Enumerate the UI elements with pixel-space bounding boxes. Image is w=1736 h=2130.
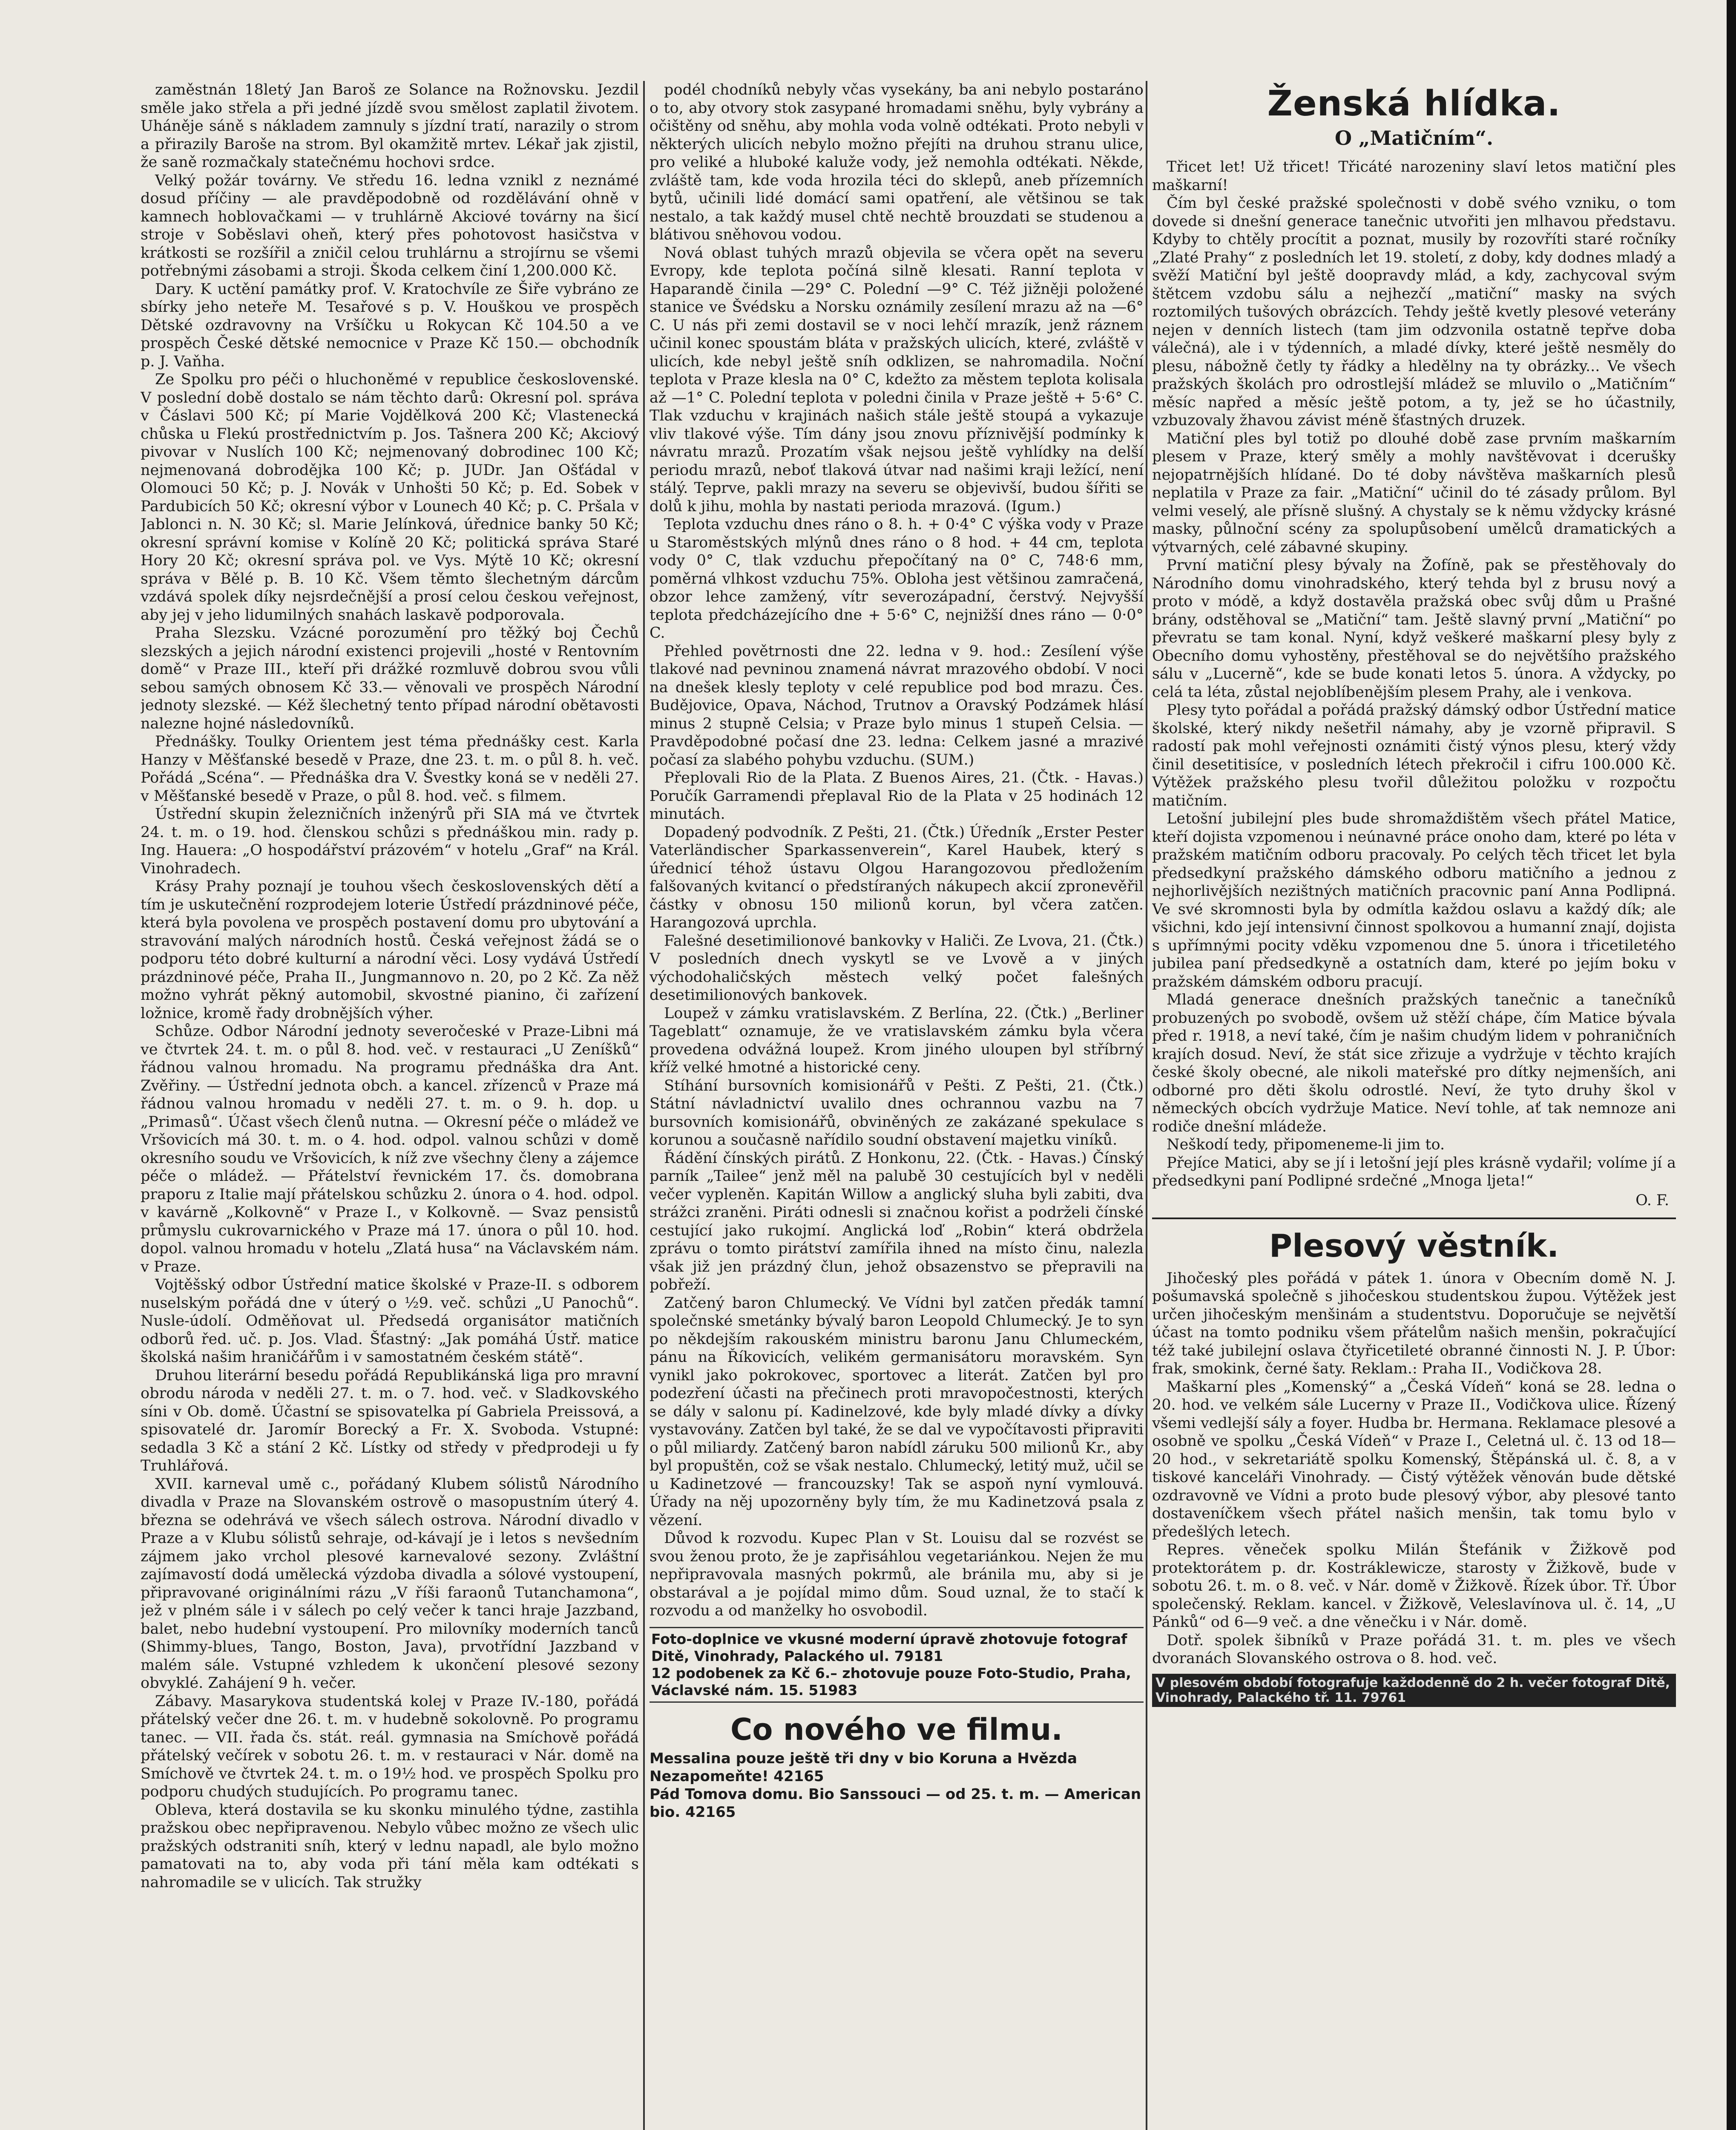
news-paragraph: Dary. K uctění památky prof. V. Kratochvíle ze Šiře vybráno ze sbírky jeho neteře M. Tesařové s p. V. Houškou ve prospěch Dětské ozdravovny na Vršíčku u Rokycan Kč 104.50 a ve prospěch České dětské nemocnice v Praze Kč 150.— obchodník p. J. Vaňha. <box>141 280 639 370</box>
news-paragraph: Falešné desetimilionové bankovky v Haliči. Ze Lvova, 21. (Čtk.) V posledních dnech vyskytl se ve Lvově a v jiných východohaličských městech velký počet falešných desetimilionových bankovek. <box>650 932 1144 1004</box>
news-paragraph: Zábavy. Masarykova studentská kolej v Praze IV.-180, pořádá přátelský večer dne 26. t. m. v hudebně sokolovně. Po programu tanec. — VII. řada čs. stát. reál. gymnasia na Smíchově pořádá přátelský večírek v sobotu 26. t. m. v restauraci v Nár. domě na Smíchově ve čtvrtek 24. t. m. o 19½ hod. ve prospěch Spolku pro podporu chudých studujících. Po programu tanec. <box>141 1692 639 1800</box>
news-paragraph: Ústřední skupin železničních inženýrů při SIA má ve čtvrtek 24. t. m. o 19. hod. členskou schůzi s přednáškou min. rady p. Ing. Hauera: „O hospodářství prázovém“ v hotelu „Graf“ na Král. Vinohradech. <box>141 806 639 877</box>
ball-notice: Repres. věneček spolku Milán Štefánik v Žižkově pod protektorátem p. dr. Kostráklewicze, starosty v Žižkově, bude v sobotu 26. t. m. o 8. več. v Nár. domě v Žižkově. Řízek úbor. Tř. Úbor společenský. Reklam. kancel. v Žižkově, Veleslavínova ul. č. 14, „U Pánků“ od 6—9 več. a dne věnečku i v Nár. domě. <box>1152 1541 1676 1631</box>
article-paragraph: Matiční ples byl totiž po dlouhé době zase prvním maškarním plesem v Praze, který směly a mohly navštěvovat i dcerušky nejopatrnějších hlídané. Do té doby návštěva maškarních plesů neplatila v Praze za fair. „Matiční“ učinil do té zásady průlom. Byl velmi veselý, ale přísně slušný. A chystaly se k němu vždycky krásné masky, půlnoční scény za spolupůsobení umělců dramatických a výtvarných, celé zábavné skupiny. <box>1152 430 1676 556</box>
article-paragraph: Přejíce Matici, aby se jí i letošní její ples krásně vydařil; volíme jí a předsedkyni paní Podlipné srdečné „Mnoga ljeta!“ <box>1152 1154 1676 1189</box>
section-title: Plesový věstník. <box>1269 1227 1559 1264</box>
article-paragraph: První matiční plesy bývaly na Žofíně, pak se přestěhovaly do Národního domu vinohradského, který tehda byl z brusu nový a proto v módě, a když dostavěla pražská obec svůj dům u Prašné brány, odstěhoval se „Matiční“ tam. Ještě slavný první „Matiční“ po převratu se tam konal. Nyní, když veškeré maškarní plesy byly z Obecního domu vyhostěny, přestěhoval se do největšího pražského sálu v „Lucerně“, kde se bude konati letos 5. února. A vždycky, po celá ta léta, zůstal nejoblíbenějším plesem Prahy, ale i venkova. <box>1152 557 1676 701</box>
scan-edge <box>1727 0 1736 2130</box>
photo-advertisement <box>650 1627 1144 1703</box>
article-paragraph: Neškodí tedy, připomeneme-li jim to. <box>1167 1136 1445 1153</box>
news-paragraph: Dopadený podvodník. Z Pešti, 21. (Čtk.) Úředník „Erster Pester Vaterländischer Sparkassenverein“, Karel Haubek, který s úřednicí téhož ústavu Olgou Harangozovou předložením falšovaných kvitancí o předstíraných nákupech akcií zpronevěřil částky v obnosu 150 milionů korun, byl včera zatčen. Harangozová uprchla. <box>650 823 1144 931</box>
article-paragraph: Třicet let! Už třicet! Třicáté narozeniny slaví letos matiční ples maškarní! <box>1152 158 1676 194</box>
column-rule <box>643 81 645 2130</box>
column-1 <box>141 81 639 2130</box>
news-paragraph: Ze Spolku pro péči o hluchoněmé v republice československé. V poslední době dostalo se nám těchto darů: Okresní pol. správa v Čáslavi 500 Kč; pí Marie Vojdělková 200 Kč; Vlastenecká chůska u Flekú prostřednictvím p. Jos. Tašnera 200 Kč; Akciový pivovar v Nuslích 100 Kč; nejmenovaný dobrodinec 100 Kč; nejmenovaná dobrodějka 100 Kč; p. JUDr. Jan Ošťádal v Olomouci 50 Kč; p. J. Novák v Unhošti 50 Kč; p. Ed. Sobek v Pardubicích 50 Kč; okresní výbor v Lounech 40 Kč; p. C. Pršala v Jablonci n. N. 30 Kč; sl. Marie Jelínková, úřednice banky 50 Kč; okresní správní komise v Kolíně 20 Kč; politická správa Staré Hory 20 Kč; okresní správa pol. ve Vys. Mýtě 10 Kč; okresní správa v Bělé p. B. 10 Kč. Všem těmto šlechetným dárcům vzdává spolek díky nejsrdečnější a prosí celou českou veřejnost, aby jej v jeho lidumilných snahách laskavě podporovala. <box>141 371 639 624</box>
news-paragraph: Řádění čínských pirátů. Z Honkonu, 22. (Čtk. - Havas.) Čínský parník „Tailee“ jenž měl na palubě 30 cestujících byl v neděli večer vypleněn. Kapitán Willow a anglický sluha byli zabiti, dva strážci zraněni. Piráti odnesli si značnou kořist a podrželi čínské cestující jako rukojmí. Anglická loď „Robin“ která obdržela zprávu o tomto pirátství zamířila ihned na místo činu, nalezla však již jen prázdný člun, jehož obsazenstvo se přepravili na pobřeží. <box>650 1149 1144 1293</box>
news-paragraph: Obleva, která dostavila se ku skonku minulého týdne, zastihla pražskou obec nepřipravenou. Nebylo vůbec možno ze všech ulic pražských odstraniti sníh, který v lednu napadl, ale bylo možno pamatovati na to, aby voda při tání měla kam odtékati s nahromadile se v ulicích. Tak stružky <box>141 1801 639 1891</box>
news-paragraph: Praha Slezsku. Vzácné porozumění pro těžký boj Čechů slezských a jejich národní existenci projevili „hosté v Rentovním domě“ v Praze III., kteří při drážké rozmluvě dobrou svou vůli sebou samých obnosem Kč 33.— věnovali ve prospěch Národní jednoty slezské. — Kéž šlechetný tento případ národní obětavosti nalezne hojné následovníků. <box>141 625 639 732</box>
news-paragraph: Důvod k rozvodu. Kupec Plan v St. Louisu dal se rozvést se svou ženou proto, že je zapřisáhlou vegetariánkou. Nejen že mu nepřipravovala masných pokrmů, ale bránila mu, aby si je obstarával a je pojídal mimo dům. Soud uznal, že to stačí k rozvodu a od manželky ho osvobodil. <box>650 1530 1144 1619</box>
news-paragraph: Loupež v zámku vratislavském. Z Berlína, 22. (Čtk.) „Berliner Tageblatt“ oznamuje, že ve vratislavském zámku byla včera provedena odvážná loupež. Krom jiného uloupen byl stříbrný kříž velké hmotné a historické ceny. <box>650 1005 1144 1076</box>
news-paragraph: Schůze. Odbor Národní jednoty severočeské v Praze-Libni má ve čtvrtek 24. t. m. o půl 8. hod. več. v restauraci „U Zeníšků“ řádnou valnou hromadu. Na programu přednáška dra Ant. Zvěřiny. — Ústřední jednota obch. a kancel. zřízenců v Praze má řádnou valnou hromadu v neděli 27. t. m. o 9. h. dop. u „Primasů“. Účast všech členů nutna. — Okresní péče o mládež ve Vršovicích má 30. t. m. o 4. hod. odpol. valnou schůzi v domě okresního soudu ve Vršovicích, k níž zve všechny členy a zájemce péče o mládež. — Přátelství řevnickém 17. čs. domobrana praporu z Italie mají přátelskou schůzku 2. února o 4. hod. odpol. v kavárně „Kolkovně“ v Praze I., v Kolkovně. — Svaz pensistů průmyslu cukrovarnického v Praze má 17. února o půl 10. hod. dopol. valnou hromadu v hotelu „Zlatá husa“ na Václavském nám. v Praze. <box>141 1023 639 1275</box>
news-paragraph: Stíhání bursovních komisionářů v Pešti. Z Pešti, 21. (Čtk.) Státní návladnictví uvalilo dnes ochrannou vazbu na 7 bursovních komisionářů, obviněných ze zakázané spekulace s korunou a současně nařídilo soudní obstavení majetku viníků. <box>650 1077 1144 1148</box>
ball-notice: Maškarní ples „Komenský“ a „Česká Vídeň“ koná se 28. ledna o 20. hod. ve velkém sále Lucerny v Praze II., Vodičkova ulice. Řízený všemi vedlejší sály a foyer. Hudba br. Hermana. Reklamace plesové a osobně ve spolku „Česká Vídeň“ v Praze I., Celetná ul. č. 13 od 18—20 hod., v sekretariátě spolku Komenský, Štěpánská ul. č. 8, a v tiskové kanceláři Vinohrady. — Čistý výtěžek věnován bude dětské ozdravovně ve Vídni a proto bude plesový výbor, aby plesové tanto dostaveníčkem všech přátel našich menšin, tak tomu bylo v předešlých letech. <box>1152 1378 1676 1540</box>
news-paragraph: zaměstnán 18letý Jan Baroš ze Solance na Rožnovsku. Jezdil směle jako střela a při jedné jízdě svou smělost zaplatil životem. Uháněje sáně s nákladem zamnuly s jízdní tratí, narazily o strom a přirazily Baroše na strom. Byl okamžitě mrtev. Lékař jak zjistil, že saně rozmačkaly statečnému hochovi srdce. <box>141 81 639 171</box>
column-rule <box>1146 81 1147 2130</box>
article-paragraph: Mladá generace dnešních pražských tanečnic a tanečníků probuzených po svobodě, ovšem už stěží chápe, čím Matice bývala před r. 1918, a neví také, čím je našim chudým lidem v pohraničních krajích dosud. Neví, že stát sice zřizuje a vydržuje v těchto krajích české školy obecné, ale nikoli mateřské pro dítky nejmenších, ani odborné pro děti školu odrostlé. Neví, že tyto druhy škol v německých obcích vydržuje Matice. Neví tohle, ať tak nemnoze ani rodiče dnešní mládeže. <box>1152 991 1676 1135</box>
article-subtitle: O „Matičním“. <box>1334 127 1494 150</box>
news-paragraph: Vojtěšský odbor Ústřední matice školské v Praze-II. s odborem nuselským pořádá dne v úterý o ½9. več. schůzi „U Panochů“. Nusle-údolí. Odměňovat ul. Předsedá organisátor matičních odborů řed. uč. p. Jos. Vlad. Šťastný: „Jak pomáhá Ústř. matice školská našim hraničářům i v samostatném českém státě“. <box>141 1276 639 1366</box>
film-listing: Messalina pouze ještě tři dny v bio Koruna a Hvězda Nezapomeňte! 42165 <box>650 1750 1078 1785</box>
news-paragraph: Druhou literární besedu pořádá Republikánská liga pro mravní obrodu národa v neděli 27. t. m. o 7. hod. več. v Sladkovského síni v Ob. domě. Účastní se spisovatelka pí Gabriela Preissová, a spisovatelé dr. Jaromír Borecký a Fr. X. Svoboda. Vstupné: sedadla 3 Kč a stání 2 Kč. Lístky od středy v předprodeji u fy Truhlářová. <box>141 1367 639 1474</box>
ad-text: Foto-doplnice ve vkusné moderní úpravě zhotovuje fotograf Ditě, Vinohrady, Palackého ul. 79181 <box>651 1630 1127 1664</box>
column-2 <box>650 81 1144 2130</box>
film-listing: Pád Tomova domu. Bio Sanssouci — od 25. t. m. — American bio. 42165 <box>650 1785 1141 1821</box>
news-paragraph: Zatčený baron Chlumecký. Ve Vídni byl zatčen předák tamní společnské smetánky bývalý baron Leopold Chlumecký. Je to syn po někdejším rakouském ministru baronu Janu Chlumeckém, pánu na Říkovicích, velikém germanisátoru moravském. Syn vynikl jako pokrokovec, sportovec a literát. Zatčen byl pro podezření účasti na přečinech proti mravopočestnosti, kterých se dály v salonu pí. Kadinelzové, kde byly mladé dívky a dívky vystavovány. Zatčen byl také, že se dal ve vypočítavosti připraviti o půl miliardy. Zatčený baron nabídl záruku 500 milionů Kr., aby byl propuštěn, což se však nestalo. Chlumecký, letitý muž, učil se u Kadinetzové — francouzsky! Tak se aspoň nyní vymlouvá. Úřady na něj upozorněny byly tím, že mu Kadinetzová psala z vězení. <box>650 1294 1144 1529</box>
article-paragraph: Čím byl české pražské společnosti v době svého vzniku, o tom dovede si dnešní generace tanečnic utvořiti jen mlhavou představu. Kdyby to chtěly procítit a poznat, musily by rozovříti staré ročníky „Zlaté Prahy“ z posledních let 19. století, z doby, kdy dodnes mladý a svěží Matiční byl ještě doopravdy mlád, a kdy, zachycoval svým štětcem vzdobu sálu a nejhezčí „matiční“ masky na svých roztomilých tušových obrázcích. Tehdy ještě kvetly plesové veterány nejen v denních listech (tam jim odzvonila ostatně tepřve doba válečná), ale i v týdenních, a mladé dívky, které ještě nesměly do plesu, nábožně četly ty řádky a hledělny na ty obrázky... Ve všech pražských školách pro odrostlejší mládež se mluvilo o „Matičním“ měsíc napřed a měsíc ještě potom, a ty, jež se ho účastnily, vzbuzovaly žhavou závist méně šťastných druzek. <box>1152 195 1676 429</box>
news-paragraph: Přeplovali Rio de la Plata. Z Buenos Aires, 21. (Čtk. - Havas.) Poručík Garramendi přeplaval Rio de la Plata v 25 hodinách 12 minutách. <box>650 769 1144 823</box>
news-paragraph: Krásy Prahy poznají je touhou všech československých dětí a tím je uskutečnění rozprodejem loterie Ústředí prázdninové péče, která byla povolena ve prospěch postavení domu pro ubytování a stravování malých národních hostů. Česká veřejnost žádá se o podporu této dobré kulturní a národní věci. Losy vydává Ústředí prázdninové péče, Praha II., Jungmannovo n. 20, po 2 Kč. Za něž možno vyhrát pěkný automobil, skvostné pianino, či zařízení ložnice, kromě řady drobnějších výher. <box>141 878 639 1022</box>
ad-text: 12 podobenek za Kč 6.– zhotovuje pouze Foto-Studio, Praha, Václavské nám. 15. 51983 <box>651 1664 1131 1698</box>
news-paragraph: Přehled povětrnosti dne 22. ledna v 9. hod.: Zesílení výše tlakové nad pevninou znamená návrat mrazového období. V noci na dnešek klesly teploty v celé republice pod bod mrazu. Čes. Budějovice, Opava, Náchod, Trutnov a Oravský Podzámek hlásí minus 2 stupně Celsia; v Praze bylo minus 1 stupeň Celsia. — Pravděpodobné počasí dne 23. ledna: Celkem jasné a mrazivé počasí za slabého pohybu vzduchu. (SUM.) <box>650 642 1144 769</box>
article-paragraph: Plesy tyto pořádal a pořádá pražský dámský odbor Ústřední matice školské, který nikdy nešetřil námahy, aby je vzorně připravil. S radostí pak mohl veřejnosti oznámiti čistý výnos plesu, který vždy činil desetitisíce, v posledních létech překročil i cifru 100.000 Kč. Výtěžek pražského plesu tvořil důležitou položku v rozpočtu matičním. <box>1152 702 1676 809</box>
article-paragraph: Letošní jubilejní ples bude shromaždištěm všech přátel Matice, kteří dojista vzpomenou i neúnavné práce onoho dam, které po léta v pražském matičním odboru pracovaly. Po celých těch třicet let byla předsedkyní pražského dámského odboru matičního a jednou z nejhorlivějších nezištných matičních pracovnic paní Anna Podlipná. Ve své skromnosti byla by odmítla každou oslavu a každý dík; ale všichni, kdo její intensivní činnost spolkovou a humanní znají, dojista s upřímnými pocity vděku vzpomenou dne 5. února i třicetiletého jubilea paní předsedkyně a ostatních dam, které po jejím boku v pražském dámském odboru pracují. <box>1152 810 1676 990</box>
news-paragraph: Nová oblast tuhých mrazů objevila se včera opět na severu Evropy, kde teplota počíná silně klesati. Ranní teplota v Haparandě činila —29° C. Polední —9° C. Též jižněji položené stanice ve Švédsku a Norsku oznámily zesílení mrazu až na —6° C. U nás při zemi dostavil se v noci lehčí mrazík, jenž ráznem učinil konec spoustám bláta v pražských ulicích, které, zvláště v ulicích, kde nebyl ještě sníh odklizen, se nahromadila. Noční teplota v Praze klesla na 0° C, kdežto za městem teplota kolisala až —1° C. Polední teplota v poledni činila v Praze ještě + 5·6° C. Tlak vzduchu v krajinách našich stále ještě stoupá a vykazuje vliv tlakové výše. Tím dány jsou znovu příznivější podmínky k návratu mrazů. Prozatím však nejsou ještě vyhlídky na delší periodu mrazů, neboť tlaková útvar nad našimi kraji ležící, není stálý. Teprve, pakli mrazy na severu se objevivší, budou šířiti se dolů k jihu, mohla by nastati perioda mrazová. (Igum.) <box>650 244 1144 515</box>
news-paragraph: podél chodníků nebyly včas vysekány, ba ani nebylo postaráno o to, aby otvory stok zasypané hromadami sněhu, byly vybrány a očištěny od sněhu, aby mohla voda volně odtékati. Proto nebyli v některých ulicích nebylo možno přejíti na druhou stranu ulice, pro veliké a hluboké kaluže vody, jež nemohla odtékati. Někde, zvláště tam, kde voda hrozila téci do sklepů, aneb přízemních bytů, učinili lidé domácí sami opatření, ale většinou se tak nestalo, a tak každý musel chtě nechtě brouzdati se studenou a blátivou sněhovou vodou. <box>650 81 1144 243</box>
ball-notice: Dotř. spolek šibníků v Praze pořádá 31. t. m. ples ve všech dvoranách Slovanského ostrova o 8. hod. več. <box>1152 1632 1676 1667</box>
ball-notice: Jihočeský ples pořádá v pátek 1. února v Obecním domě N. J. pošumavská společně s jihočeskou studentskou župou. Výtěžek jest určen jihočeským menšinám a studentstvu. Doporučuje se největší účast na tomto podniku všem přátelům našich menšin, pokračující též také jubilejní oslava čtyřicetileté obranné činnosti N. J. P. Úbor: frak, smokink, černé šaty. Reklam.: Praha II., Vodičkova 28. <box>1152 1269 1676 1377</box>
column-3 <box>1152 81 1676 2130</box>
author-signature: O. F. <box>1635 1192 1669 1209</box>
film-section-heading: Co nového ve filmu. <box>730 1712 1063 1747</box>
news-paragraph: XVII. karneval umě c., pořádaný Klubem sólistů Národního divadla v Praze na Slovanském ostrově o masopustním úterý 4. března se odehrává ve všech sálech ostrova. Národní divadlo v Praze a v Klubu sólistů sehraje, od-kávají je i letos s nevšedním zájmem jako vrchol plesové karnevalové sezony. Zvláštní zajímavostí dodá umělecká výzdoba divadla a sólové vystoupení, připravované originálními rázu „V říši faraonů Tutanchamona“, jež v plném sále i v sálech po celý večer k tanci hraje Jazzband, balet, nebo hudební vystoupení. Pro milovníky moderních tanců (Shimmy-blues, Tango, Boston, Java), prvotřídní Jazzband v malém sále. Vstupné vzhledem k ukončení plesové sezony obvyklé. Zahájení 9 h. večer. <box>141 1475 639 1692</box>
news-paragraph: Teplota vzduchu dnes ráno o 8. h. + 0·4° C výška vody v Praze u Staroměstských mlýnů dnes ráno o 8 hod. + 44 cm, teplota vody 0° C, tlak vzduchu přepočítaný na 0° C, 748·6 mm, poměrná vlhkost vzduchu 75%. Obloha jest většinou zamračená, obzor lehce zamžený, vítr severozápadní, čerstvý. Nejvyšší teplota předcházejícího dne + 5·6° C, nejnižší dnes ráno — 0·0° C. <box>650 516 1144 642</box>
section-divider <box>1152 1218 1676 1219</box>
news-paragraph: Přednášky. Toulky Orientem jest téma přednášky cest. Karla Hanzy v Měšťanské besedě v Praze, dne 23. t. m. o půl 8. h. več. Pořádá „Scéna“. — Přednáška dra V. Švestky koná se v neděli 27. v Měšťanské besedě v Praze, o půl 8. hod. več. s filmem. <box>141 733 639 805</box>
news-paragraph: Velký požár továrny. Ve středu 16. ledna vznikl z neznámé dosud příčiny — ale pravděpodobně od rozdělávání ohně v kamnech hoblovačkami — v truhlárně Akciové továrny na šicí stroje v Soběslavi oheň, který přes pohotovost hasičstva v krátkosti se rozšířil a zničil celou truhlárnu a strojírnu se všemi potřebnými zásobami a stroji. Škoda celkem činí 1,200.000 Kč. <box>141 172 639 279</box>
photo-advertisement: V plesovém období fotografuje každodenně do 2 h. večer fotograf Ditě, Vinohrady, Palackého tř. 11. 79761 <box>1152 1674 1676 1707</box>
section-title: Ženská hlídka. <box>1267 83 1561 124</box>
